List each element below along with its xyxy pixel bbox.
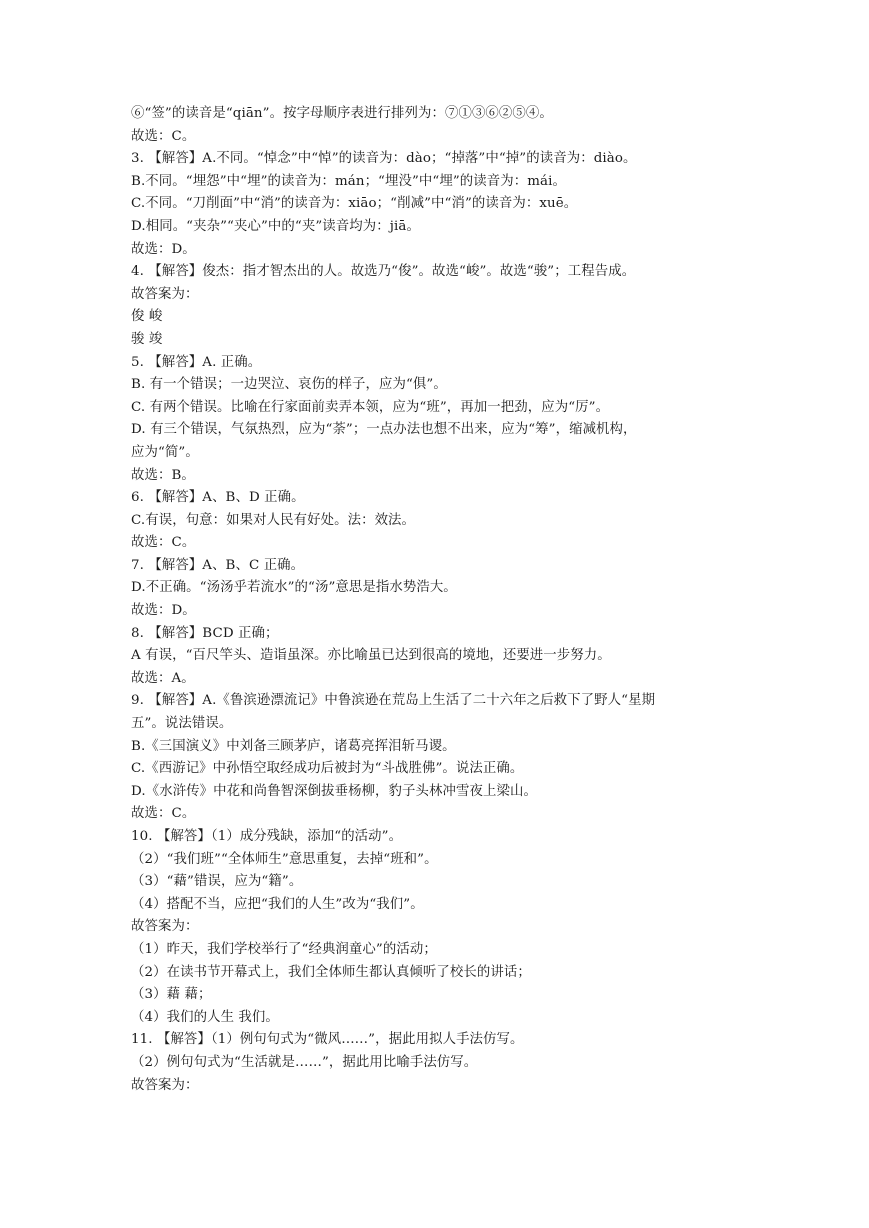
- text-line: C.《西游记》中孙悟空取经成功后被封为“斗战胜佛”。说法正确。: [131, 761, 524, 777]
- text-line: 3. 【解答】A.不同。“悼念”中“悼”的读音为：dào；“掉落”中“掉”的读音为：diào。: [131, 151, 637, 167]
- text-line: C.有误，句意：如果对人民有好处。法：效法。: [131, 512, 416, 528]
- text-line: 故选：A。: [131, 670, 195, 686]
- answer-text-body: [131, 103, 751, 1097]
- text-line: 故答案为：: [131, 286, 199, 302]
- text-line: 故选：C。: [131, 806, 196, 822]
- text-line: 骏 竣: [131, 331, 163, 347]
- text-line: 故选：C。: [131, 535, 196, 551]
- text-line: D.《水浒传》中花和尚鲁智深倒拔垂杨柳，豹子头林冲雪夜上梁山。: [131, 783, 537, 799]
- text-line: （3）“藉”错误，应为“籍”。: [131, 874, 303, 890]
- text-line: 6. 【解答】A、B、D 正确。: [131, 490, 305, 506]
- text-line: （2）在读书节开幕式上，我们全体师生都认真倾听了校长的讲话；: [131, 964, 531, 980]
- text-line: ⑥“签”的读音是“qiān”。按字母顺序表进行排列为：⑦①③⑥②⑤④。: [131, 106, 553, 121]
- text-line: D.相同。“夹杂”“夹心”中的“夹”读音均为：jiā。: [131, 218, 420, 234]
- text-line: 7. 【解答】A、B、C 正确。: [131, 557, 305, 573]
- text-line: B. 有一个错误；一边哭泣、哀伤的样子，应为“俱”。: [131, 377, 447, 393]
- text-line: 故答案为：: [131, 1077, 199, 1093]
- text-line: D. 有三个错误，气氛热烈，应为“荼”；一点办法也想不出来，应为“筹”，缩减机构，: [131, 422, 637, 438]
- text-line: 8. 【解答】BCD 正确；: [131, 625, 279, 641]
- text-line: （2）“我们班”“全体师生”意思重复，去掉“班和”。: [131, 851, 438, 867]
- text-line: B.不同。“埋怨”中“埋”的读音为：mán；“埋没”中“埋”的读音为：mái。: [131, 173, 567, 189]
- text-line: 9. 【解答】A.《鲁滨逊漂流记》中鲁滨逊在荒岛上生活了二十六年之后救下了野人“星期: [131, 693, 656, 709]
- text-line: （4）我们的人生 我们。: [131, 1009, 279, 1025]
- text-line: （2）例句句式为“生活就是……”，据此用比喻手法仿写。: [131, 1054, 478, 1070]
- text-line: （3）藉 藉；: [131, 987, 212, 1003]
- text-line: 故答案为：: [131, 919, 199, 935]
- text-line: 故选：B。: [131, 467, 195, 483]
- text-line: 11. 【解答】（1）例句句式为“微风……”，据此用拟人手法仿写。: [131, 1032, 524, 1048]
- text-line: 5. 【解答】A. 正确。: [131, 354, 262, 370]
- text-line: （4）搭配不当，应把“我们的人生”改为“我们”。: [131, 896, 424, 912]
- text-line: 五”。说法错误。: [131, 716, 233, 732]
- text-line: 俊 峻: [131, 309, 163, 325]
- text-line: C. 有两个错误。比喻在行家面前卖弄本领，应为“班”，再加一把劲，应为“厉”。: [131, 399, 610, 415]
- text-line: 10. 【解答】（1）成分残缺，添加“的活动”。: [131, 829, 403, 844]
- text-line: 4. 【解答】俊杰：指才智杰出的人。故选乃“俊”。故选“峻”。故选“骏”；工程告成。: [131, 264, 636, 280]
- text-line: 故选：D。: [131, 241, 196, 257]
- text-line: 故选：D。: [131, 603, 196, 619]
- text-line: B.《三国演义》中刘备三顾茅庐，诸葛亮挥泪斩马谡。: [131, 738, 456, 754]
- text-line: （1）昨天，我们学校举行了“经典润童心”的活动；: [131, 941, 437, 957]
- text-line: C.不同。“刀削面”中“消”的读音为：xiāo；“削减”中“消”的读音为：xuē。: [131, 196, 578, 212]
- text-line: D.不正确。“汤汤乎若流水”的“汤”意思是指水势浩大。: [131, 580, 457, 596]
- text-line: 故选：C。: [131, 128, 196, 144]
- text-line: A 有误，“百尺竿头、造诣虽深。亦比喻虽已达到很高的境地，还要进一步努力。: [131, 648, 611, 664]
- text-line: 应为“简”。: [131, 444, 199, 460]
